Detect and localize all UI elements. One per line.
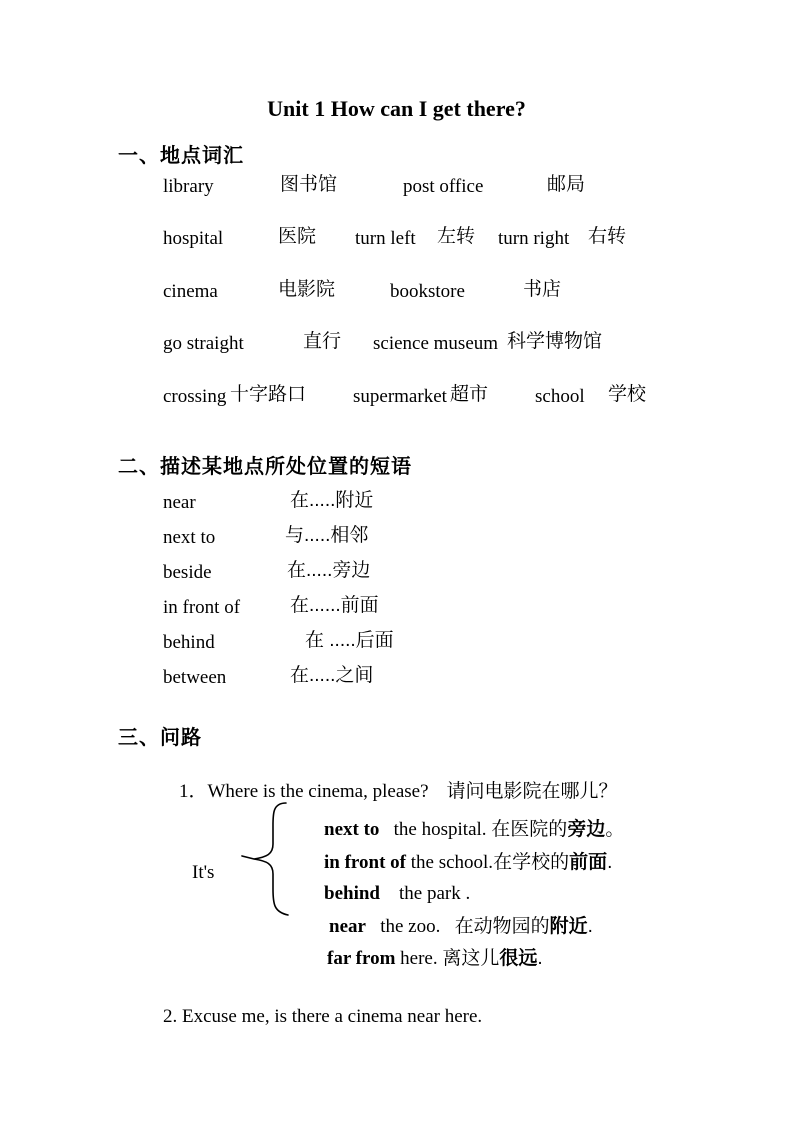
vocab-term: library — [163, 176, 214, 197]
phrase-en: behind — [163, 632, 215, 653]
vocab-translation: 学校 — [608, 384, 647, 405]
vocab-translation: 书店 — [523, 279, 562, 300]
vocab-translation: 邮局 — [547, 174, 586, 195]
vocab-translation: 超市 — [450, 384, 489, 405]
left-curly-brace — [240, 799, 292, 919]
vocab-translation: 十字路口 — [230, 384, 307, 405]
vocab-term: school — [535, 386, 585, 407]
answer-bold-en: next to — [324, 819, 380, 841]
phrase-zh: 在.....旁边 — [287, 560, 371, 581]
vocab-translation: 右转 — [588, 226, 627, 247]
answer-en: the zoo. — [365, 916, 455, 938]
answer-bold-en: behind — [324, 883, 380, 905]
section2-heading: 二、描述某地点所处位置的短语 — [118, 456, 412, 478]
question-2: 2. Excuse me, is there a cinema near here. — [163, 1006, 483, 1027]
vocab-term: turn left — [355, 228, 416, 249]
vocab-term: hospital — [163, 228, 224, 249]
phrase-zh: 与.....相邻 — [285, 525, 369, 546]
answer-zh: 在学校的 — [493, 852, 570, 874]
vocab-translation: 医院 — [278, 226, 317, 247]
answer-zh: 在动物园的 — [454, 916, 550, 938]
vocab-term: cinema — [163, 281, 218, 302]
answer-en: the hospital. — [379, 819, 492, 841]
answer-en: the school. — [405, 852, 494, 874]
answer-bold-zh: 很远 — [499, 948, 538, 970]
phrase-zh: 在.....附近 — [290, 490, 374, 511]
answer-en: here. — [395, 948, 443, 970]
answer-zh: 离这儿 — [442, 948, 500, 970]
answer-line — [311, 929, 543, 990]
answer-punct: 。 — [605, 819, 625, 841]
answer-bold-zh: 附近 — [549, 916, 588, 938]
answer-bold-en: in front of — [324, 852, 406, 874]
answer-bold-zh: 旁边 — [567, 819, 606, 841]
its-label: It's — [192, 862, 215, 883]
answer-zh: 在医院的 — [491, 819, 568, 841]
answer-punct: . — [537, 948, 543, 970]
vocab-term: crossing — [163, 386, 227, 407]
section1-heading: 一、地点词汇 — [118, 145, 244, 167]
vocab-term: bookstore — [390, 281, 465, 302]
phrase-zh: 在.....之间 — [290, 665, 374, 686]
page-title: Unit 1 How can I get there? — [267, 96, 526, 121]
phrase-en: in front of — [163, 597, 241, 618]
phrase-zh: 在 .....后面 — [305, 630, 394, 651]
vocab-translation: 科学博物馆 — [507, 331, 603, 352]
phrase-zh: 在......前面 — [290, 595, 379, 616]
answer-bold-zh: 前面 — [569, 852, 608, 874]
answer-punct: . — [587, 916, 593, 938]
vocab-term: supermarket — [353, 386, 447, 407]
answer-punct: . — [607, 852, 613, 874]
question-1-zh: 请问电影院在哪儿？ — [446, 781, 618, 803]
answer-bold-en: near — [329, 916, 366, 938]
vocab-translation: 电影院 — [278, 279, 336, 300]
vocab-term: turn right — [498, 228, 570, 249]
section3-heading: 三、问路 — [118, 727, 202, 749]
phrase-en: between — [163, 667, 227, 688]
vocab-term: post office — [403, 176, 484, 197]
question-1-en: 1．Where is the cinema, please? — [179, 781, 429, 803]
phrase-en: next to — [163, 527, 216, 548]
vocab-translation: 图书馆 — [280, 174, 338, 195]
vocab-translation: 直行 — [303, 331, 342, 352]
phrase-en: beside — [163, 562, 212, 583]
answer-bold-en: far from — [327, 948, 396, 970]
vocab-term: go straight — [163, 333, 244, 354]
vocab-translation: 左转 — [437, 226, 476, 247]
vocab-term: science museum — [373, 333, 499, 354]
answer-en: the park . — [379, 883, 471, 905]
phrase-en: near — [163, 492, 196, 513]
